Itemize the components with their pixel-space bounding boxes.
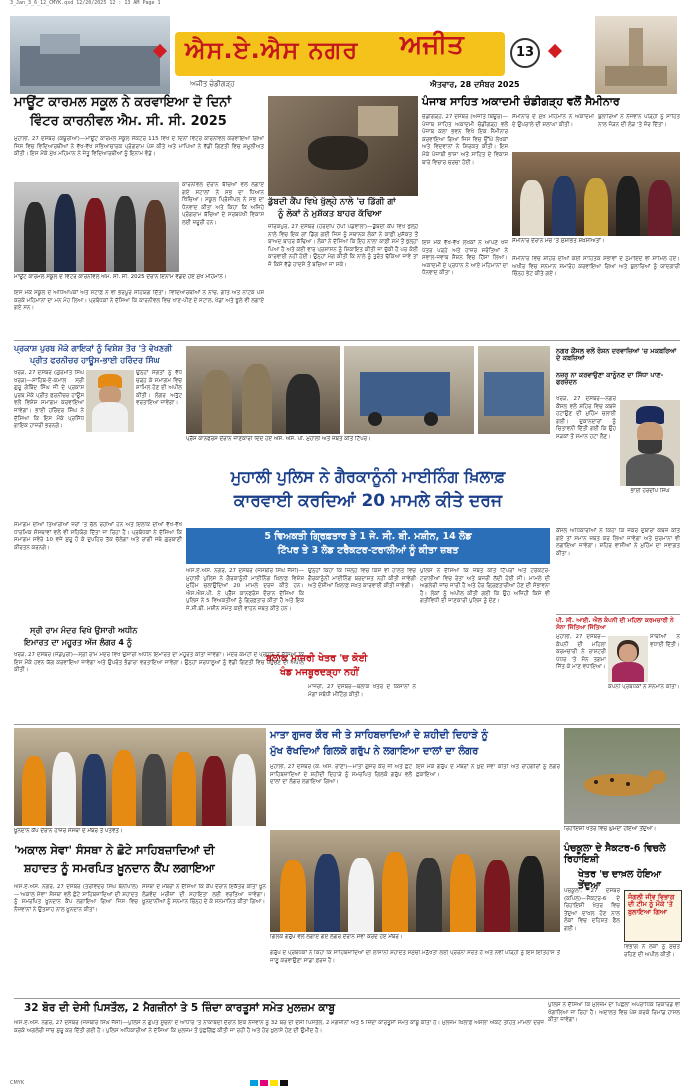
kalgidhar-body-text-3: ਸਮਾਗਮ ਦੀਆਂ ਤਿਆਰੀਆਂ ਜ਼ੋਰਾਂ 'ਤੇ ਚੱਲ ਰਹੀਆਂ ਹਨ ਅਤੇ ਇਲਾਕੇ ਦੀਆਂ ਵੱਖ-ਵੱਖ ਧਾਰਮਿਕ ਸੰਸਥਾਵਾਂ ਵਲੋਂ ਵੀ ਸਹਿਯੋਗ ਦਿੱਤਾ ਜਾ ਰਿਹਾ ਹੈ। ਪ੍ਰਬੰਧਕਾਂ ਨੇ ਦੱਸਿਆ ਕਿ ਸਮਾਗਮ ਸਵੇਰੇ 10 ਵਜੇ ਸ਼ੁਰੂ ਹੋ ਕੇ ਦੁਪਹਿਰ ਤੱਕ ਚੱਲੇਗਾ ਅਤੇ ਰਾਗੀ ਜਥੇ ਗੁਰਬਾਣੀ ਕੀਰਤਨ ਕਰਨਗੇ।: [14, 522, 182, 551]
carmel-headline-1: ਮਾਊਂਟ ਕਾਰਮਲ ਸਕੂਲ ਨੇ ਕਰਵਾਇਆ ਦੋ ਦਿਨਾਂ: [14, 95, 232, 110]
akal-photo: [14, 728, 266, 826]
divider: [14, 724, 680, 725]
akal-headline-2: ਸ਼ਹਾਦਤ ਨੂੰ ਸਮਰਪਿਤ ਖ਼ੂਨਦਾਨ ਕੈਂਪ ਲਗਾਇਆ: [24, 861, 215, 875]
nishan-headline-1: ਨਗਰ ਕੌਂਸਲ ਵਲੋਂ ਰੋਸ਼ਨ ਦਰਵਾਜ਼ਿਆਂ 'ਚ ਮਕਬਰਿਆਂ ਦੇ ਕਬਜ਼ਿਆਂ: [556, 347, 677, 363]
mata-caption: ਗਿਲਕੋ ਗਰੁੱਪ ਵਲੋਂ ਲਗਾਏ ਗਏ ਲੰਗਰ ਦੌਰਾਨ ਸੇਵਾ ਕਰਦੇ ਹੋਏ ਮੈਂਬਰ।: [270, 934, 403, 940]
carmel-headline-2: ਵਿੰਟਰ ਕਾਰਨੀਵਲ ਐਮ. ਸੀ. ਸੀ. 2025: [30, 114, 227, 129]
section-title: ਐਸ.ਏ.ਐਸ ਨਗਰ: [185, 36, 359, 64]
masthead: [10, 16, 677, 94]
pc-body-text: ਮੁਹਾਲੀ, 27 ਦਸੰਬਰ—ਕੰਪਨੀ ਦੀ ਮਹਿਲਾ ਕਰਮਚਾਰੀ ਨੇ ਰਾਸ਼ਟਰੀ ਪੱਧਰ 'ਤੇ ਸੋਨ ਤਗਮਾ ਜਿੱਤ ਕੇ ਮਾਣ ਵਧਾਇਆ।: [556, 634, 606, 671]
dry-headline: 32 ਬੋਰ ਦੀ ਦੇਸੀ ਪਿਸਤੌਲ, 2 ਮੈਗਜ਼ੀਨਾਂ ਤੇ 5 ਜ਼ਿੰਦਾ ਕਾਰਤੂਸਾਂ ਸਮੇਤ ਮੁਲਜ਼ਮ ਕਾਬੂ: [24, 1002, 336, 1014]
nishan-headline-2: ਨਜ਼ਰ ਨਾ ਕਰਵਾਉਣਾ ਕਾਨੂੰਨਣ ਦਾ ਸਿੱਧਾ ਪਾਣ-ਫਰਜ਼ੰਦਨ: [556, 371, 664, 387]
balak-headline-2: ਖੰਡ ਮਜਬੂਰਦੜ੍ਹਾ ਨਹੀਂ: [280, 667, 359, 678]
divider: [14, 340, 680, 341]
cmyk-black-swatch: [280, 1080, 288, 1086]
divider: [14, 998, 680, 999]
cmyk-cyan-swatch: [250, 1080, 258, 1086]
mata-body-text-2: ਇਸ ਮੌਕੇ ਗਰੁੱਪ ਦੇ ਮੈਂਬਰਾਂ ਨੇ ਖ਼ੁਦ ਸੇਵਾ ਕੀਤੀ ਅਤੇ ਰਾਹਗੀਰਾਂ ਨੂੰ ਲੰਗਰ ਛਕਾਇਆ।: [416, 764, 560, 778]
akademi-body-text-5: ਸੈਮੀਨਾਰ ਵਿਚ ਸ਼ਹਿਰ ਦੀਆਂ ਕਈ ਸਾਹਿਤਕ ਸਭਾਵਾਂ ਦੇ ਨੁਮਾਇੰਦੇ ਵੀ ਸ਼ਾਮਿਲ ਹੋਏ। ਅਖੀਰ ਵਿਚ ਸਨਮਾਨ ਸਮਾਰੋਹ ਕਰਵਾਇਆ ਗਿਆ ਅਤੇ ਬੁਲਾਰਿਆਂ ਨੂੰ ਯਾਦਗਾਰੀ ਚਿੰਨ੍ਹ ਭੇਟ ਕੀਤੇ ਗਏ।: [512, 256, 680, 278]
akal-headline-1: 'ਅਕਾਲ ਸੇਵਾ' ਸੰਸਥਾ ਨੇ ਛੋਟੇ ਸਾਹਿਬਜ਼ਾਦਿਆਂ ਦੀ: [14, 843, 215, 857]
pc-headline: ਪੀ. ਸੀ. ਆਈ. ਐਲ ਕੰਪਨੀ ਦੀ ਮਹਿਲਾ ਕਰਮਚਾਰੀ ਨੇ ਸੋਨਾ ਜਿੱਤਿਆ ਜਿੱਤਿਆ: [556, 617, 674, 631]
masthead-diamond-ornament: [548, 44, 562, 58]
mining-subhead-box: [186, 528, 550, 564]
leopard-box: [624, 890, 682, 942]
mandir-headline-1: ਸ੍ਰੀ ਰਾਮ ਮੰਦਰ ਵਿਖੇ ਉਸਾਰੀ ਅਧੀਨ: [30, 626, 138, 635]
mining-body-text-3: ਪੁਲਿਸ ਨੇ ਦੱਸਿਆ ਕਿ ਜ਼ਬਤ ਕੀਤੇ ਟਿੱਪਰਾਂ ਅਤੇ ਟਰੈਕਟਰ-ਟਰਾਲੀਆਂ ਵਿਚ ਰੇਤਾ ਅਤੇ ਬਜਰੀ ਲੱਦੀ ਹੋਈ ਸੀ। ਮਾਮਲੇ ਦੀ ਅਗਲੇਰੀ ਜਾਂਚ ਜਾਰੀ ਹੈ ਅਤੇ ਹੋਰ ਗ੍ਰਿਫ਼ਤਾਰੀਆਂ ਹੋਣ ਦੀ ਸੰਭਾਵਨਾ ਹੈ। ਲੋਕਾਂ ਨੂੰ ਅਪੀਲ ਕੀਤੀ ਗਈ ਕਿ ਉਹ ਅਜਿਹੀ ਕਿਸੇ ਵੀ ਗਤੀਵਿਧੀ ਦੀ ਜਾਣਕਾਰੀ ਪੁਲਿਸ ਨੂੰ ਦੇਣ।: [420, 568, 550, 605]
akademi-body-text-4: ਇਸ ਮੌਕੇ ਵੱਖ-ਵੱਖ ਲੇਖਕਾਂ ਨੇ ਆਪਣੇ ਖੋਜ ਪੱਤਰ ਪੜ੍ਹੇ ਅਤੇ ਹਾਜ਼ਰ ਸਰੋਤਿਆਂ ਨੇ ਸਵਾਲ-ਜਵਾਬ ਸੈਸ਼ਨ ਵਿਚ ਹਿੱਸਾ ਲਿਆ। ਅਕਾਦਮੀ ਦੇ ਪ੍ਰਧਾਨ ਨੇ ਆਏ ਮਹਿਮਾਨਾਂ ਦਾ ਧੰਨਵਾਦ ਕੀਤਾ।: [422, 240, 508, 277]
leopard-photo: [564, 728, 680, 824]
nishan-body-text-2: ਕੌਂਸਲ ਅਧਿਕਾਰੀਆਂ ਨੇ ਕਿਹਾ ਕਿ ਜੇਕਰ ਦੁਬਾਰਾ ਕਬਜ਼ੇ ਕੀਤੇ ਗਏ ਤਾਂ ਸਮਾਨ ਜ਼ਬਤ ਕਰ ਲਿਆ ਜਾਵੇਗਾ ਅਤੇ ਜੁਰਮਾਨਾ ਵੀ ਲਗਾਇਆ ਜਾਵੇਗਾ। ਸ਼ਹਿਰ ਵਾਸੀਆਂ ਨੇ ਮੁਹਿੰਮ ਦਾ ਸਵਾਗਤ ਕੀਤਾ।: [556, 528, 680, 557]
mata-body-text: ਮੁਹਾਲੀ, 27 ਦਸੰਬਰ (ਕੇ. ਐਸ. ਰਾਣਾ)—ਮਾਤਾ ਗੁਜਰ ਕੌਰ ਜੀ ਅਤੇ ਛੋਟੇ ਸਾਹਿਬਜ਼ਾਦਿਆਂ ਦੇ ਸ਼ਹੀਦੀ ਦਿਹਾੜੇ ਨੂੰ ਸਮਰਪਿਤ ਗਿਲਕੋ ਗਰੁੱਪ ਵਲੋਂ ਦਾਲਾਂ ਦਾ ਲੰਗਰ ਲਗਾਇਆ ਗਿਆ।: [270, 764, 412, 786]
dry-body-text: ਐਸ.ਏ.ਐਸ. ਨਗਰ, 27 ਦਸੰਬਰ (ਜਸਬੀਰ ਸਿੰਘ ਜੱਸੀ)—ਪੁਲਿਸ ਨੇ ਗੁਪਤ ਸੂਚਨਾ ਦੇ ਆਧਾਰ 'ਤੇ ਨਾਕਾਬੰਦੀ ਦੌਰਾਨ ਇਕ ਨੌਜਵਾਨ ਨੂੰ 32 ਬੋਰ ਦੀ ਦੇਸੀ ਪਿਸਤੌਲ, 2 ਮੈਗਜ਼ੀਨਾਂ ਅਤੇ 5 ਜ਼ਿੰਦਾ ਕਾਰਤੂਸਾਂ ਸਮੇਤ ਕਾਬੂ ਕੀਤਾ ਹੈ। ਮੁਲਜ਼ਮ ਖ਼ਿਲਾਫ਼ ਅਸਲਾ ਐਕਟ ਤਹਿਤ ਮਾਮਲਾ ਦਰਜ ਕਰਕੇ ਅਗਲੇਰੀ ਜਾਂਚ ਸ਼ੁਰੂ ਕਰ ਦਿੱਤੀ ਗਈ ਹੈ। ਪੁਲਿਸ ਅਧਿਕਾਰੀਆਂ ਨੇ ਦੱਸਿਆ ਕਿ ਮੁਲਜ਼ਮ ਤੋਂ ਪੁੱਛਗਿੱਛ ਕੀਤੀ ਜਾ ਰਹੀ ਹੈ ਅਤੇ ਹੋਰ ਖ਼ੁਲਾਸੇ ਹੋਣ ਦੀ ਉਮੀਦ ਹੈ।: [14, 1020, 544, 1034]
mata-body-text-3: ਗਰੁੱਪ ਦੇ ਪ੍ਰਬੰਧਕਾਂ ਨੇ ਕਿਹਾ ਕਿ ਸਾਹਿਬਜ਼ਾਦਿਆਂ ਦੀ ਲਾਸਾਨੀ ਸ਼ਹਾਦਤ ਸਮੁੱਚੀ ਮਨੁੱਖਤਾ ਲਈ ਪ੍ਰੇਰਨਾ ਸਰੋਤ ਹੈ ਅਤੇ ਨਵੀਂ ਪੀੜ੍ਹੀ ਨੂੰ ਇਸ ਇਤਿਹਾਸ ਤੋਂ ਜਾਣੂ ਕਰਵਾਉਣਾ ਸਾਡਾ ਫ਼ਰਜ਼ ਹੈ।: [270, 950, 560, 964]
akademi-photo: [512, 152, 680, 236]
masthead-date: ਐਤਵਾਰ, 28 ਦਸੰਬਰ 2025: [430, 80, 520, 89]
seized-tipper-photo-2: [478, 346, 550, 434]
leopard-headline-1: ਪੰਚਕੂਲਾ ਦੇ ਸੈਕਟਰ-6 ਵਿਚਲੇ ਰਿਹਾਇਸ਼ੀ: [564, 843, 666, 865]
balak-body-text: ਮਾਜਰੀ, 27 ਦਸੰਬਰ—ਬਲਾਕ ਖੇਤਰ ਦੇ ਕਿਸਾਨਾਂ ਨੇ ਮੰਗਾਂ ਸਬੰਧੀ ਮੀਟਿੰਗ ਕੀਤੀ।: [308, 684, 416, 698]
leopard-box-text: ਜੰਗਲੀ ਜੀਵ ਵਿਭਾਗ ਦੀ ਟੀਮ ਨੂੰ ਮੌਕੇ 'ਤੇ ਬੁਲਾਇਆ ਗਿਆ: [628, 893, 675, 916]
carmel-body-text: ਮੁਹਾਲੀ, 27 ਦਸੰਬਰ (ਕਥੂਰੀਆ)—ਮਾਊਂਟ ਕਾਰਮਲ ਸਕੂਲ ਸੈਕਟਰ 115 ਵਿਖੇ ਦੋ ਦਿਨਾਂ ਵਿੰਟਰ ਕਾਰਨੀਵਲ ਕਰਵਾਇਆ ਗਿਆ ਜਿਸ ਵਿਚ ਵਿਦਿਆਰਥੀਆਂ ਨੇ ਵੱਖ-ਵੱਖ ਸਭਿਆਚਾਰਕ ਪ੍ਰੋਗਰਾਮ ਪੇਸ਼ ਕੀਤੇ ਅਤੇ ਮਾਪਿਆਂ ਨੇ ਵੱਡੀ ਗਿਣਤੀ ਵਿਚ ਸ਼ਮੂਲੀਅਤ ਕੀਤੀ। ਇਸ ਮੌਕੇ ਮੁੱਖ ਮਹਿਮਾਨ ਨੇ ਜੇਤੂ ਵਿਦਿਆਰਥੀਆਂ ਨੂੰ ਇਨਾਮ ਵੰਡੇ।: [14, 136, 264, 158]
mining-headline-1: ਮੁਹਾਲੀ ਪੁਲਿਸ ਨੇ ਗੈਰਕਾਨੂੰਨੀ ਮਾਈਨਿੰਗ ਖ਼ਿਲਾਫ਼: [230, 467, 506, 486]
police-press-photo: [186, 346, 340, 434]
masthead-left-skyline-image: [10, 16, 170, 94]
masthead-right-temple-image: [595, 16, 677, 94]
carmel-caption: ਮਾਊਂਟ ਕਾਰਮਲ ਸਕੂਲ ਦੇ ਵਿੰਟਰ ਕਾਰਨੀਵਲ ਐਮ. ਸੀ. ਸੀ. 2025 ਦੌਰਾਨ ਇਨਾਮ ਵੰਡਦੇ ਹੋਏ ਮੁੱਖ ਮਹਿਮਾਨ।: [14, 274, 227, 280]
drain-body-text: ਜ਼ੀਰਕਪੁਰ, 27 ਦਸੰਬਰ (ਹਰਦੀਪ ਹੈਪੀ ਪੰਡਵਾਲਾ)—ਡੁੱਬਦੀ ਕੈਂਪ ਵਿਖੇ ਖੁੱਲ੍ਹੇ ਨਾਲੇ ਵਿਚ ਇਕ ਗਾਂ ਡਿੱਗ ਗਈ ਜਿਸ ਨੂੰ ਸਥਾਨਕ ਲੋਕਾਂ ਨੇ ਕਾਫ਼ੀ ਮੁਸ਼ੱਕਤ ਤੋਂ ਬਾਅਦ ਬਾਹਰ ਕੱਢਿਆ। ਲੋਕਾਂ ਨੇ ਦੱਸਿਆ ਕਿ ਇਹ ਨਾਲਾ ਕਾਫ਼ੀ ਸਮੇਂ ਤੋਂ ਖੁੱਲ੍ਹਾ ਪਿਆ ਹੈ ਅਤੇ ਕਈ ਵਾਰ ਪ੍ਰਸ਼ਾਸਨ ਨੂੰ ਸ਼ਿਕਾਇਤ ਕੀਤੀ ਜਾ ਚੁੱਕੀ ਹੈ ਪਰ ਕੋਈ ਕਾਰਵਾਈ ਨਹੀਂ ਹੋਈ। ਉਨ੍ਹਾਂ ਮੰਗ ਕੀਤੀ ਕਿ ਨਾਲੇ ਨੂੰ ਤੁਰੰਤ ਢੱਕਿਆ ਜਾਵੇ ਤਾਂ ਜੋ ਕਿਸੇ ਵੱਡੇ ਹਾਦਸੇ ਤੋਂ ਬਚਿਆ ਜਾ ਸਕੇ।: [268, 224, 418, 268]
carmel-photo: [14, 182, 179, 272]
mining-subhead-2: ਟਿੱਪਰ ਤੇ 3 ਲੋਡ ਟਰੈਕਟਰ-ਟਰਾਲੀਆਂ ਨੂੰ ਕੀਤਾ ਜ਼ਬਤ: [277, 544, 459, 556]
print-strip: 3_Jan_3_6_12_CMYK.qxd 12/20/2025 12 : 13 AM Page 1: [10, 0, 161, 6]
langar-photo: [270, 830, 560, 932]
mining-body-text: ਐਸ.ਏ.ਐਸ. ਨਗਰ, 27 ਦਸੰਬਰ (ਜਸਬੀਰ ਸਿੰਘ ਜੱਸੀ)—ਮੁਹਾਲੀ ਪੁਲਿਸ ਨੇ ਗੈਰਕਾਨੂੰਨੀ ਮਾਈਨਿੰਗ ਖ਼ਿਲਾਫ਼ ਵਿਸ਼ੇਸ਼ ਮੁਹਿੰਮ ਚਲਾਉਂਦਿਆਂ 20 ਮਾਮਲੇ ਦਰਜ ਕੀਤੇ ਹਨ। ਐਸ.ਐਸ.ਪੀ. ਨੇ ਪ੍ਰੈੱਸ ਕਾਨਫਰੰਸ ਦੌਰਾਨ ਦੱਸਿਆ ਕਿ ਪੁਲਿਸ ਨੇ 5 ਵਿਅਕਤੀਆਂ ਨੂੰ ਗ੍ਰਿਫ਼ਤਾਰ ਕੀਤਾ ਹੈ ਅਤੇ ਇਕ ਜੇ.ਸੀ.ਬੀ. ਮਸ਼ੀਨ ਸਮੇਤ ਕਈ ਵਾਹਨ ਜ਼ਬਤ ਕੀਤੇ ਹਨ।: [186, 568, 304, 612]
mining-headline-2: ਕਾਰਵਾਈ ਕਰਦਿਆਂ 20 ਮਾਮਲੇ ਕੀਤੇ ਦਰਜ: [233, 491, 503, 511]
footer-label: CMYK: [10, 1080, 25, 1086]
akal-body-text: ਐਸ.ਏ.ਐਸ. ਨਗਰ, 27 ਦਸੰਬਰ (ਤਰਵਿੰਦਰ ਸਿੰਘ ਬੈਨੀਪਾਲ)—'ਅਕਾਲ ਸੇਵਾ' ਸੰਸਥਾ ਵਲੋਂ ਛੋਟੇ ਸਾਹਿਬਜ਼ਾਦਿਆਂ ਦੀ ਸ਼ਹਾਦਤ ਨੂੰ ਸਮਰਪਿਤ ਖ਼ੂਨਦਾਨ ਕੈਂਪ ਲਗਾਇਆ ਗਿਆ ਜਿਸ ਵਿਚ ਨੌਜਵਾਨਾਂ ਨੇ ਉਤਸ਼ਾਹ ਨਾਲ ਖ਼ੂਨਦਾਨ ਕੀਤਾ।: [14, 884, 138, 913]
pc-portrait: [608, 636, 648, 682]
kalgidhar-body-text-2: ਉਨ੍ਹਾਂ ਸੰਗਤਾਂ ਨੂੰ ਵੱਧ ਚੜ੍ਹ ਕੇ ਸਮਾਗਮ ਵਿਚ ਸ਼ਾਮਿਲ ਹੋਣ ਦੀ ਅਪੀਲ ਕੀਤੀ। ਲੰਗਰ ਅਤੁੱਟ ਵਰਤਾਇਆ ਜਾਵੇਗਾ।: [136, 370, 182, 407]
seized-tipper-photo-1: [344, 346, 474, 434]
mandir-body-text: ਖਰੜ, 27 ਦਸੰਬਰ (ਜੰਡਪੁਰੀ)—ਸ੍ਰੀ ਰਾਮ ਮੰਦਰ ਵਿਖੇ ਉਸਾਰੀ ਅਧੀਨ ਇਮਾਰਤ ਦਾ ਮਹੂਰਤ ਕੀਤਾ ਜਾਵੇਗਾ। ਮੰਦਰ ਕਮੇਟੀ ਦੇ ਪ੍ਰਧਾਨ ਨੇ ਦੱਸਿਆ ਕਿ ਇਸ ਮੌਕੇ ਹਵਨ ਯੱਗ ਕਰਵਾਇਆ ਜਾਵੇਗਾ ਅਤੇ ਉਪਰੰਤ ਭੰਡਾਰਾ ਵਰਤਾਇਆ ਜਾਵੇਗਾ। ਉਨ੍ਹਾਂ ਸ਼ਰਧਾਲੂਆਂ ਨੂੰ ਵੱਡੀ ਗਿਣਤੀ ਵਿਚ ਪਹੁੰਚਣ ਦੀ ਅਪੀਲ ਕੀਤੀ।: [14, 652, 304, 674]
masthead-subtitle: ਅਜੀਤ ਚੰਡੀਗੜ੍ਹ: [190, 80, 235, 88]
page-number: 13: [510, 38, 540, 68]
cmyk-magenta-swatch: [260, 1080, 268, 1086]
mining-body-text-2: ਉਨ੍ਹਾਂ ਕਿਹਾ ਕਿ ਜ਼ਿਲ੍ਹੇ ਵਿਚ ਕਿਸੇ ਵੀ ਹਾਲਤ ਵਿਚ ਗੈਰਕਾਨੂੰਨੀ ਮਾਈਨਿੰਗ ਬਰਦਾਸ਼ਤ ਨਹੀਂ ਕੀਤੀ ਜਾਵੇਗੀ ਅਤੇ ਦੋਸ਼ੀਆਂ ਖ਼ਿਲਾਫ਼ ਸਖ਼ਤ ਕਾਰਵਾਈ ਕੀਤੀ ਜਾਵੇਗੀ।: [308, 568, 416, 590]
balak-headline-1: ਬਲਾਕ ਮਾਜਰੀ ਖੇਤਰ 'ਚ ਕੋਈ: [266, 653, 368, 664]
kalgidhar-headline-2: ਪ੍ਰੀਤ ਫਰਨੀਚਰ ਹਾਊਸ-ਭਾਈ ਹਰਿੰਦਰ ਸਿੰਘ: [30, 356, 160, 365]
kalgidhar-portrait: [86, 370, 134, 432]
divider: [556, 614, 680, 615]
carmel-body-text-3: ਇਸ ਮੌਕੇ ਸਕੂਲ ਦੇ ਅਧਿਆਪਕਾਂ ਅਤੇ ਸਟਾਫ਼ ਨੇ ਵੀ ਭਰਪੂਰ ਸਹਿਯੋਗ ਦਿੱਤਾ। ਵਿਦਿਆਰਥੀਆਂ ਨੇ ਨਾਚ, ਗੀਤ ਅਤੇ ਨਾਟਕ ਪੇਸ਼ ਕਰਕੇ ਮਹਿਮਾਨਾਂ ਦਾ ਮਨ ਮੋਹ ਲਿਆ। ਪ੍ਰਬੰਧਕਾਂ ਨੇ ਦੱਸਿਆ ਕਿ ਕਾਰਨੀਵਲ ਵਿਚ ਖਾਣ-ਪੀਣ ਦੇ ਸਟਾਲ, ਖੇਡਾਂ ਅਤੇ ਝੂਲੇ ਵੀ ਲਗਾਏ ਗਏ ਸਨ।: [14, 290, 264, 312]
carmel-body-text-2: ਕਾਰਨੀਵਲ ਦੌਰਾਨ ਬੱਚਿਆਂ ਵਲੋਂ ਲਗਾਏ ਗਏ ਸਟਾਲਾਂ ਨੇ ਸਭ ਦਾ ਧਿਆਨ ਖਿੱਚਿਆ। ਸਕੂਲ ਪ੍ਰਿੰਸੀਪਲ ਨੇ ਸਭ ਦਾ ਧੰਨਵਾਦ ਕੀਤਾ ਅਤੇ ਕਿਹਾ ਕਿ ਅਜਿਹੇ ਪ੍ਰੋਗਰਾਮ ਬੱਚਿਆਂ ਦੇ ਸਰਬਪੱਖੀ ਵਿਕਾਸ ਲਈ ਜ਼ਰੂਰੀ ਹਨ।: [182, 182, 264, 226]
pc-body-text-2: ਸਾਥੀਆਂ ਨੇ ਵਧਾਈ ਦਿੱਤੀ।: [650, 634, 680, 648]
akal-caption: ਖ਼ੂਨਦਾਨ ਕੈਂਪ ਦੌਰਾਨ ਹਾਜ਼ਰ ਸੰਸਥਾ ਦੇ ਮੈਂਬਰ ਤੇ ਪਤਵੰਤੇ।: [14, 828, 123, 834]
dry-body-text-2: ਪੁਲਿਸ ਨੇ ਦੱਸਿਆ ਕਿ ਮੁਲਜ਼ਮ ਦਾ ਪਿਛਲਾ ਅਪਰਾਧਿਕ ਰਿਕਾਰਡ ਵੀ ਖੰਗਾਲਿਆ ਜਾ ਰਿਹਾ ਹੈ। ਅਦਾਲਤ ਵਿਚ ਪੇਸ਼ ਕਰਕੇ ਰਿਮਾਂਡ ਹਾਸਲ ਕੀਤਾ ਜਾਵੇਗਾ।: [548, 1002, 680, 1024]
akademi-body-text: ਚੰਡੀਗੜ੍ਹ, 27 ਦਸੰਬਰ (ਅਜੀਤ ਬਿਊਰੋ)—ਪੰਜਾਬ ਸਾਹਿਤ ਅਕਾਦਮੀ ਚੰਡੀਗੜ੍ਹ ਵਲੋਂ ਪੰਜਾਬ ਕਲਾ ਭਵਨ ਵਿਖੇ ਇਕ ਸੈਮੀਨਾਰ ਕਰਵਾਇਆ ਗਿਆ ਜਿਸ ਵਿਚ ਉੱਘੇ ਲੇਖਕਾਂ ਅਤੇ ਵਿਦਵਾਨਾਂ ਨੇ ਸ਼ਿਰਕਤ ਕੀਤੀ। ਇਸ ਮੌਕੇ ਪੰਜਾਬੀ ਭਾਸ਼ਾ ਅਤੇ ਸਾਹਿਤ ਦੇ ਵਿਕਾਸ ਬਾਰੇ ਵਿਚਾਰ ਚਰਚਾ ਹੋਈ।: [422, 114, 508, 166]
akal-body-text-2: ਸੰਸਥਾ ਦੇ ਮੈਂਬਰਾਂ ਨੇ ਦੱਸਿਆ ਕਿ ਕੈਂਪ ਦੌਰਾਨ ਇਕੱਤਰ ਕੀਤਾ ਖ਼ੂਨ ਲੋੜਵੰਦ ਮਰੀਜ਼ਾਂ ਦੀ ਸਹਾਇਤਾ ਲਈ ਵਰਤਿਆ ਜਾਵੇਗਾ। ਖ਼ੂਨਦਾਨੀਆਂ ਨੂੰ ਸਨਮਾਨ ਚਿੰਨ੍ਹ ਦੇ ਕੇ ਸਨਮਾਨਿਤ ਕੀਤਾ ਗਿਆ।: [142, 884, 266, 906]
pc-body-text-3: ਕੰਪਨੀ ਪ੍ਰਬੰਧਕਾਂ ਨੇ ਸਨਮਾਨ ਕੀਤਾ।: [608, 684, 680, 690]
nishan-body-text: ਖਰੜ, 27 ਦਸੰਬਰ—ਨਗਰ ਕੌਂਸਲ ਵਲੋਂ ਸ਼ਹਿਰ ਵਿਚ ਕਬਜ਼ੇ ਹਟਾਉਣ ਦੀ ਮੁਹਿੰਮ ਚਲਾਈ ਗਈ। ਦੁਕਾਨਦਾਰਾਂ ਨੂੰ ਚਿਤਾਵਨੀ ਦਿੱਤੀ ਗਈ ਕਿ ਉਹ ਸੜਕਾਂ ਤੋਂ ਸਮਾਨ ਹਟਾ ਲੈਣ।: [556, 396, 616, 440]
akademi-headline: ਪੰਜਾਬ ਸਾਹਿਤ ਅਕਾਦਮੀ ਚੰਡੀਗੜ੍ਹ ਵਲੋਂ ਸੈਮੀਨਾਰ: [422, 95, 620, 108]
leopard-body-text-2: ਵਿਭਾਗ ਨੇ ਲੋਕਾਂ ਨੂੰ ਸੁਚੇਤ ਰਹਿਣ ਦੀ ਅਪੀਲ ਕੀਤੀ।: [624, 944, 680, 958]
cmyk-yellow-swatch: [270, 1080, 278, 1086]
mining-subhead-1: 5 ਵਿਅਕਤੀ ਗ੍ਰਿਫ਼ਤਾਰ ਤੇ 1 ਜੇ. ਸੀ. ਬੀ. ਮਸ਼ੀਨ, 14 ਲੋਡ: [264, 531, 472, 542]
mining-caption: ਪ੍ਰੈੱਸ ਕਾਨਫਰੰਸ ਦੌਰਾਨ ਜਾਣਕਾਰੀ ਦਿੰਦੇ ਹੋਏ ਐਸ. ਐਸ. ਪੀ. ਮੁਹਾਲੀ ਅਤੇ ਜ਼ਬਤ ਕੀਤੇ ਟਿੱਪਰ।: [186, 436, 371, 442]
leopard-body-text: ਪੰਚਕੂਲਾ, 27 ਦਸੰਬਰ (ਕਪਿਲ)—ਸੈਕਟਰ-6 ਦੇ ਰਿਹਾਇਸ਼ੀ ਖੇਤਰ ਵਿਚ ਤੇਂਦੁਆ ਦਾਖ਼ਲ ਹੋਣ ਨਾਲ ਲੋਕਾਂ ਵਿਚ ਦਹਿਸ਼ਤ ਫੈਲ ਗਈ।: [564, 888, 620, 932]
drain-cow-photo: [268, 96, 418, 196]
nishan-portrait: [620, 400, 680, 486]
mata-headline-2: ਮੁੱਖ ਰੱਖਦਿਆਂ ਗਿਲਕੋ ਗਰੁੱਪ ਨੇ ਲਗਾਇਆ ਦਾਲਾਂ ਦਾ ਲੰਗਰ: [270, 746, 479, 757]
drain-headline-1: ਡੁੱਬਦੀ ਕੈਂਪ ਵਿਖੇ ਖੁੱਲ੍ਹੇ ਨਾਲੇ 'ਚ ਡਿੱਗੀ ਗਾਂ: [268, 197, 396, 207]
paper-name: ਅਜੀਤ: [400, 30, 464, 60]
nishan-photo-caption: ਭਾਈ ਹਰਦੀਪ ਸਿੰਘ: [630, 488, 670, 494]
kalgidhar-headline-1: ਪ੍ਰਕਾਸ਼ ਪੁਰਬ ਮੌਕੇ ਗਾਇਕਾਂ ਨੂੰ ਵਿਸ਼ੇਸ਼ ਤੌਰ 'ਤੇ ਵੇਖਣਗੀ: [14, 344, 173, 353]
kalgidhar-body-text: ਖਰੜ, 27 ਦਸੰਬਰ (ਗੁਰਮੀਤ ਸਿੰਘ ਖਰੜ)—ਸਾਹਿਬ-ਏ-ਕਮਾਲ ਸ੍ਰੀ ਗੁਰੂ ਗੋਬਿੰਦ ਸਿੰਘ ਜੀ ਦੇ ਪ੍ਰਕਾਸ਼ ਪੁਰਬ ਮੌਕੇ ਪ੍ਰੀਤ ਫਰਨੀਚਰ ਹਾਊਸ ਵਲੋਂ ਵਿਸ਼ੇਸ਼ ਸਮਾਗਮ ਕਰਵਾਇਆ ਜਾਵੇਗਾ। ਭਾਈ ਹਰਿੰਦਰ ਸਿੰਘ ਨੇ ਦੱਸਿਆ ਕਿ ਇਸ ਮੌਕੇ ਪ੍ਰਸਿੱਧ ਗਾਇਕ ਹਾਜ਼ਰੀ ਭਰਨਗੇ।: [14, 370, 84, 430]
akademi-caption: ਸੈਮੀਨਾਰ ਦੌਰਾਨ ਮੰਚ 'ਤੇ ਸੁਸ਼ੋਭਿਤ ਸ਼ਖ਼ਸੀਅਤਾਂ।: [512, 238, 605, 244]
leopard-headline-2: ਖੇਤਰ 'ਚ ਦਾਖ਼ਲ ਹੋਇਆ ਤੇਂਦੁਆ: [578, 869, 662, 891]
mandir-headline-2: ਇਮਾਰਤ ਦਾ ਮਹੂਰਤ ਅੱਜ ਲੰਗਰ 4 ਨੂੰ: [24, 638, 132, 647]
leopard-caption: ਰਿਹਾਇਸ਼ੀ ਖੇਤਰ ਵਿਚ ਘੁੰਮਦਾ ਹੋਇਆ ਤੇਂਦੁਆ।: [564, 826, 657, 832]
akademi-body-text-3: ਬੁਲਾਰਿਆਂ ਨੇ ਨੌਜਵਾਨ ਪੀੜ੍ਹੀ ਨੂੰ ਸਾਹਿਤ ਨਾਲ ਜੋੜਨ ਦੀ ਲੋੜ 'ਤੇ ਜ਼ੋਰ ਦਿੱਤਾ।: [598, 114, 680, 128]
akademi-body-text-2: ਸੈਮੀਨਾਰ ਦੇ ਮੁੱਖ ਮਹਿਮਾਨ ਨੇ ਅਕਾਦਮੀ ਦੇ ਉਪਰਾਲੇ ਦੀ ਸ਼ਲਾਘਾ ਕੀਤੀ।: [512, 114, 594, 128]
drain-headline-2: ਨੂੰ ਲੋਕਾਂ ਨੇ ਮੁਸ਼ੱਕਤ ਬਾਹਰ ਕੱਢਿਆ: [278, 209, 382, 219]
mata-headline-1: ਮਾਤਾ ਗੁਜਰ ਕੌਰ ਜੀ ਤੇ ਸਾਹਿਬਜ਼ਾਦਿਆਂ ਦੇ ਸ਼ਹੀਦੀ ਦਿਹਾੜੇ ਨੂੰ: [270, 730, 488, 741]
